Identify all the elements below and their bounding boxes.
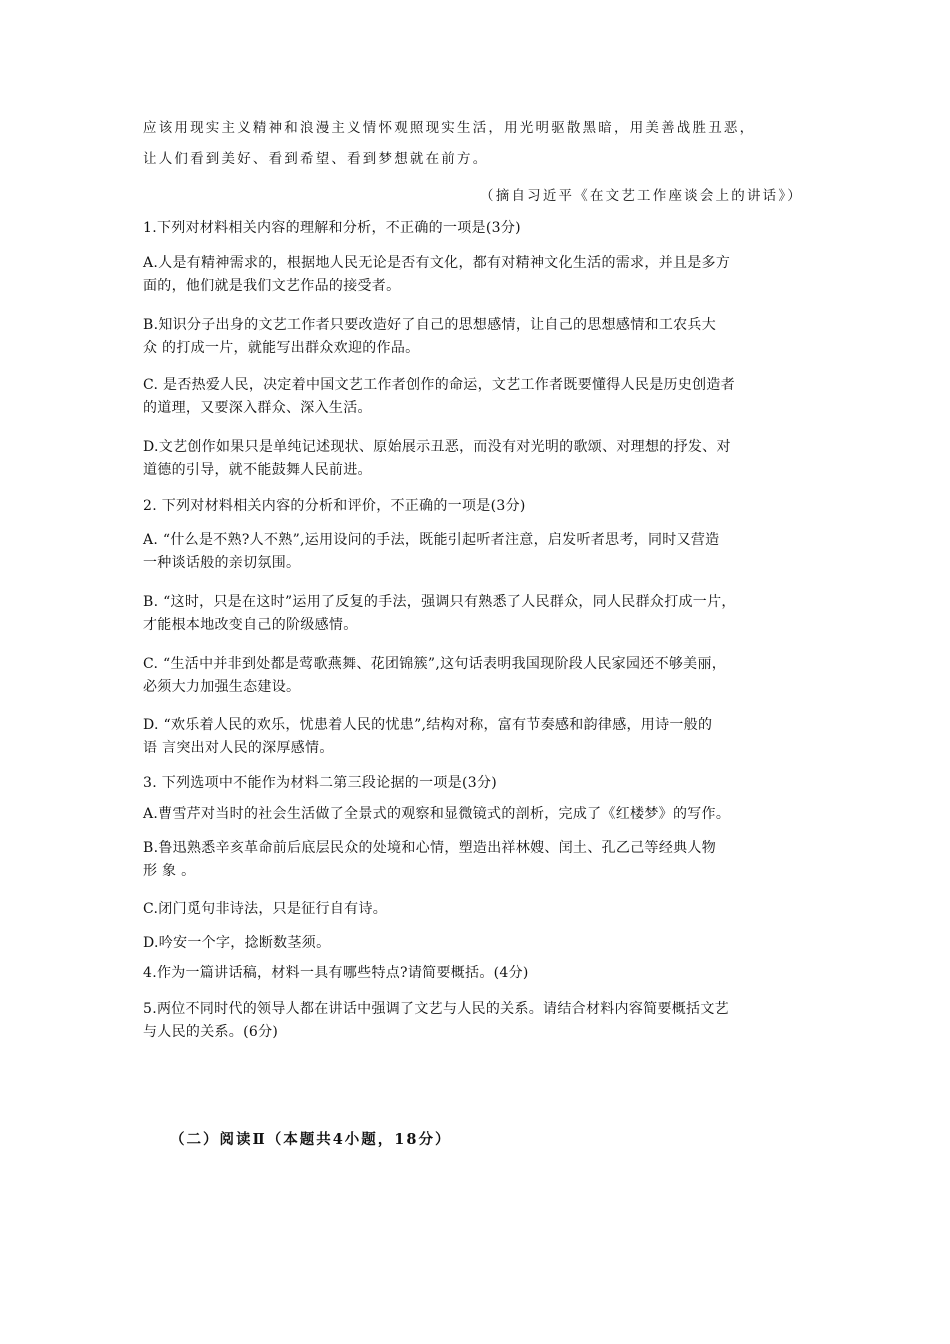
q1-option-b-line2: 众 的打成一片，就能写出群众欢迎的作品。: [143, 340, 420, 356]
q1-option-a-line1: A.人是有精神需求的，根据地人民无论是否有文化，都有对精神文化生活的需求，并且是多方: [143, 255, 731, 271]
q2-option-d-line2: 语 言突出对人民的深厚感情。: [143, 740, 334, 756]
passage-line: 应该用现实主义精神和浪漫主义情怀观照现实生活，用光明驱散黑暗，用美善战胜丑恶，: [143, 120, 756, 136]
q2-option-c-line1: C. “生活中并非到处都是莺歌燕舞、花团锦簇”,这句话表明我国现阶段人民家园还不够美丽，: [143, 656, 727, 672]
q1-option-c-line1: C. 是否热爱人民，决定着中国文艺工作者创作的命运，文艺工作者既要懂得人民是历史创造者: [143, 377, 736, 393]
q3-option-a: A.曹雪芹对当时的社会生活做了全景式的观察和显微镜式的剖析，完成了《红楼梦》的写作。: [143, 806, 731, 822]
q1-option-d-line2: 道德的引导，就不能鼓舞人民前进。: [143, 462, 372, 478]
question-stem-5-line2: 与人民的关系。(6分): [143, 1024, 279, 1040]
q3-option-b-line2: 形 象 。: [143, 863, 196, 879]
q2-option-b-line2: 才能根本地改变自己的阶级感情。: [143, 617, 358, 633]
q1-option-d-line1: D.文艺创作如果只是单纯记述现状、原始展示丑恶，而没有对光明的歌颂、对理想的抒发、对: [143, 439, 731, 455]
q2-option-c-line2: 必须大力加强生态建设。: [143, 679, 301, 695]
question-stem-5-line1: 5.两位不同时代的领导人都在讲话中强调了文艺与人民的关系。请结合材料内容简要概括文艺: [143, 1001, 729, 1017]
section-heading: （二）阅读Ⅱ（本题共4小题，18分）: [170, 1131, 452, 1148]
q2-option-d-line1: D. “欢乐着人民的欢乐，忧患着人民的忧患”,结构对称，富有节奏感和韵律感，用诗一般的: [143, 717, 713, 733]
question-stem-1: 1.下列对材料相关内容的理解和分析，不正确的一项是(3分): [143, 220, 521, 236]
q1-option-c-line2: 的道理，又要深入群众、深入生活。: [143, 400, 372, 416]
q2-option-b-line1: B. “这时，只是在这时”运用了反复的手法，强调只有熟悉了人民群众，同人民群众打成一片，: [143, 594, 736, 610]
question-stem-2: 2. 下列对材料相关内容的分析和评价，不正确的一项是(3分): [143, 498, 526, 514]
question-stem-4: 4.作为一篇讲话稿，材料一具有哪些特点?请简要概括。(4分): [143, 965, 529, 981]
passage-source: （摘自习近平《在文艺工作座谈会上的讲话》）: [480, 188, 803, 204]
question-stem-3: 3. 下列选项中不能作为材料二第三段论据的一项是(3分): [143, 775, 498, 791]
q2-option-a-line1: A. “什么是不熟?人不熟”,运用设问的手法，既能引起听者注意，启发听者思考，同时又营造: [143, 532, 720, 548]
q3-option-b-line1: B.鲁迅熟悉辛亥革命前后底层民众的处境和心情，塑造出祥林嫂、闰土、孔乙己等经典人物: [143, 840, 717, 856]
q1-option-b-line1: B.知识分子出身的文艺工作者只要改造好了自己的思想感情，让自己的思想感情和工农兵大: [143, 317, 717, 333]
q2-option-a-line2: 一种谈话般的亲切氛围。: [143, 555, 301, 571]
passage-line: 让人们看到美好、看到希望、看到梦想就在前方。: [143, 151, 489, 167]
q3-option-d: D.吟安一个字，捻断数茎须。: [143, 935, 331, 951]
q1-option-a-line2: 面的，他们就是我们文艺作品的接受者。: [143, 278, 401, 294]
q3-option-c: C.闭门觅句非诗法，只是征行自有诗。: [143, 901, 388, 917]
